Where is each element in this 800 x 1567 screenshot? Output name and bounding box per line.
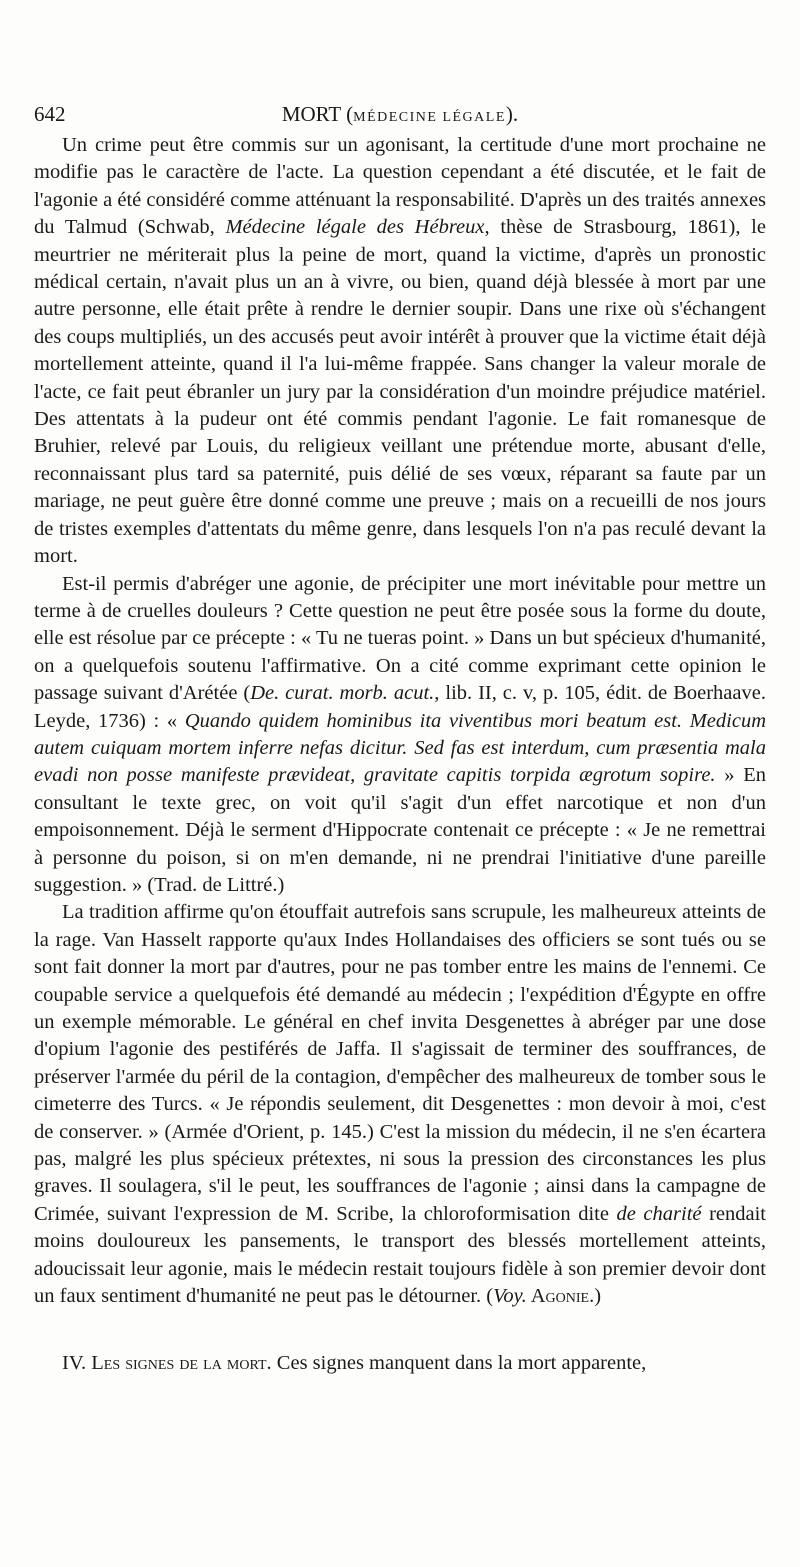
italic-run: Médecine légale des Hébreux: [225, 216, 485, 239]
text-run: , thèse de Strasbourg, 1861), le meurtrier ne mériterait plus la peine de mort, quand la victime, d'après un pronostic médical certain, n'avait plus un an à vivre, ou bien, quand déjà blessée à mort par une autre personne, elle était prête à rendre le dernier soupir. Dans une rixe où s'échangent des coups multipliés, un des accusés peut avoir intérêt à prouver que la victime était déjà mortellement atteinte, quand il l'a lui-même frappée. Sans changer la valeur morale de l'acte, ce fait peut ébranler un jury par la considération d'un moindre préjudice matériel. Des attentats à la pudeur ont été commis pendant l'agonie. Le fait romanesque de Bruhier, relevé par Louis, du religieux veillant une prétendue morte, abusant d'elle, reconnaissant plus tard sa paternité, puis délié de ses vœux, réparant sa faute par un mariage, ne peut guère être donné comme une preuve ; mais on a recueilli de nos jours de tristes exemples d'attentats du même genre, dans lesquels l'on n'a pas reculé devant la mort.: [34, 216, 766, 568]
running-title: [34, 100, 766, 132]
text-run: , lib. II, c. v, p. 105, édit. de Boerhaave. Leyde, 1736) : «: [34, 682, 766, 732]
text-run: Est-il permis d'abréger une agonie, de précipiter une mort inévitable pour mettre un terme à de cruelles douleurs ? Cette question ne peut être posée sous la forme du doute, elle est résolue par ce précepte : « Tu ne tueras point. » Dans un but spécieux d'humanité, on a quelquefois soutenu l'affirmative. On a cité comme exprimant cette opinion le passage suivant d'Arétée (: [34, 572, 766, 705]
running-title-main: MORT (: [281, 102, 354, 126]
document-page: [34, 100, 766, 1378]
italic-run: de charité: [616, 1202, 702, 1225]
page-header: [34, 100, 766, 128]
italic-run: De. curat. morb. acut.: [250, 682, 435, 705]
text-run: rendait moins douloureux les pansements, le transport des blessés mortellement atteints, adoucissait leur agonie, mais le médecin restait toujours fidèle à son premier devoir dont un faux sentiment d'humanité ne peut pas le détourner. (: [34, 1202, 767, 1308]
paragraph-euthanasia: [34, 571, 766, 900]
italic-run: Voy.: [493, 1285, 527, 1308]
cross-reference: Agonie: [526, 1285, 590, 1308]
latin-quote: Quando quidem hominibus ita viventibus mori beatum est. Medicum autem cuiquam mortem inferre nefas dicitur. Sed fas est interdum, cum præsentia mala evadi non posse manifeste prævideat, gravitate capitis torpida ægrotum sopire.: [34, 709, 767, 787]
section-heading: IV. Les signes de la mort.: [62, 1352, 272, 1375]
paragraph-tradition: [34, 899, 766, 1310]
text-run: Un crime peut être commis sur un agonisant, la certitude d'une mort prochaine ne modifie pas le caractère de l'acte. La question cependant a été discutée, et le fait de l'agonie a été considéré comme atténuant la responsabilité. D'après un des traités annexes du Talmud (Schwab,: [34, 134, 767, 239]
text-run: .): [589, 1285, 602, 1308]
running-title-subtitle: MÉDECINE LÉGALE: [353, 110, 506, 125]
text-run: La tradition affirme qu'on étouffait autrefois sans scrupule, les malheureux atteints de la rage. Van Hasselt rapporte qu'aux Indes Hollandaises des officiers se sont tués ou se sont fait donner la mort par d'autres, pour ne pas tomber entre les mains de l'ennemi. Ce coupable service a quelquefois été demandé au médecin ; l'expédition d'Égypte en offre un exemple mémorable. Le général en chef invita Desgenettes à abréger par une dose d'opium l'agonie des pestiférés de Jaffa. Il s'agissait de terminer des souffrances, de préserver l'armée du péril de la contagion, d'empêcher des malheureux de tomber sous le cimeterre des Turcs. « Je répondis seulement, dit Desgenettes : mon devoir à moi, c'est de conserver. » (Armée d'Orient, p. 145.) C'est la mission du médecin, il ne s'en écartera pas, malgré les plus spécieux prétextes, ni sous la pression des circonstances les plus graves. Il soulagera, s'il le peut, les souffrances de l'agonie ; ainsi dans la campagne de Crimée, suivant l'expression de M. Scribe, la chloroformisation dite: [34, 901, 766, 1225]
paragraph-agony-crime: [34, 132, 766, 571]
paragraph-section-iv: [34, 1350, 766, 1377]
page-number: 642: [34, 102, 66, 126]
text-run: » En consultant le texte grec, on voit qu'il s'agit d'un effet narcotique et non d'un empoisonnement. Déjà le serment d'Hippocrate contenait ce précepte : « Je ne remettrai à personne du poison, si on m'en demande, ni ne prendrai l'initiative d'une pareille suggestion. » (Trad. de Littré.): [34, 764, 766, 896]
text-run: Ces signes manquent dans la mort apparente,: [271, 1352, 647, 1375]
running-title-close: ).: [505, 102, 519, 126]
